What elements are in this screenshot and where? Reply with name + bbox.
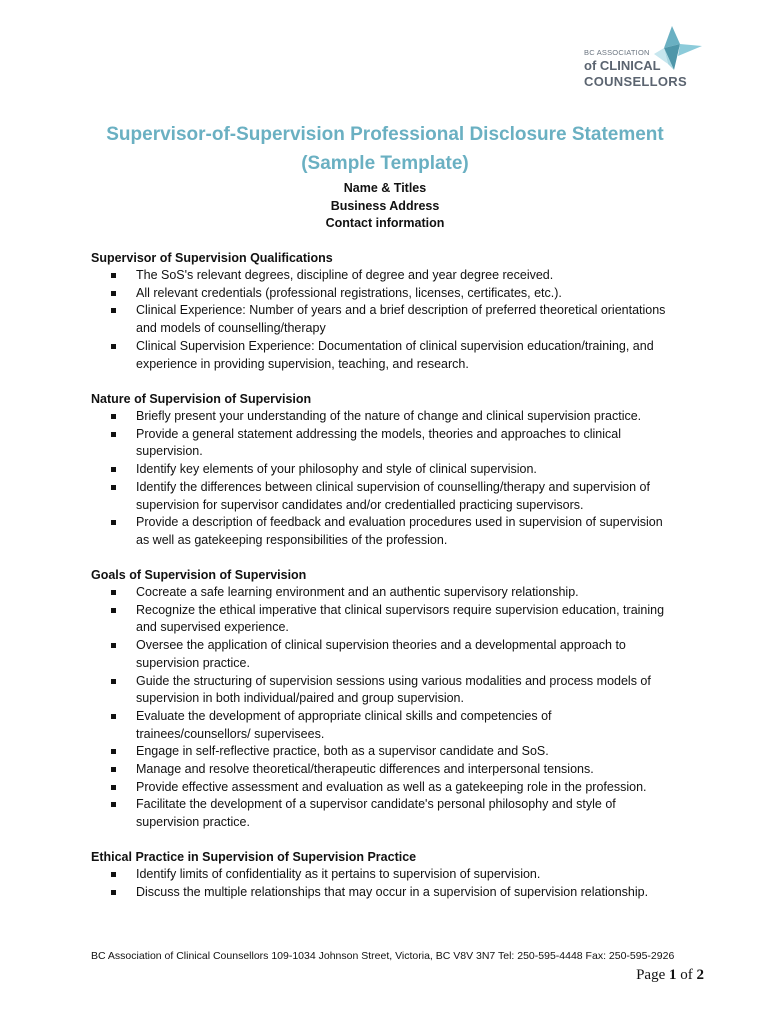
list-item-text: Evaluate the development of appropriate clinical skills and competencies of bbox=[136, 708, 552, 723]
page-total: 2 bbox=[696, 967, 704, 983]
page-prefix: Page bbox=[636, 967, 666, 983]
bullet-list bbox=[91, 408, 711, 550]
list-item-text: Cocreate a safe learning environment and an authentic supervisory relationship. bbox=[136, 585, 579, 599]
bullet-icon bbox=[111, 802, 116, 807]
bullet-icon bbox=[111, 520, 116, 525]
list-item-text: Discuss the multiple relationships that may occur in a supervision of supervision relationship. bbox=[136, 884, 649, 899]
list-item bbox=[91, 408, 711, 426]
list-item bbox=[91, 461, 711, 479]
list-item bbox=[91, 866, 711, 884]
list-item-text: trainees/counsellors/ supervisees. bbox=[136, 726, 325, 741]
list-item-text: Identify the differences between clinical supervision of counselling/therapy and supervision of bbox=[136, 479, 650, 494]
document-subtitle: (Sample Template) bbox=[301, 153, 469, 174]
list-item-text: Guide the structuring of supervision sessions using various modalities and process models of bbox=[136, 673, 651, 688]
section bbox=[91, 566, 711, 832]
page-of: of bbox=[680, 967, 693, 983]
list-item-text: Briefly present your understanding of the nature of change and clinical supervision practice. bbox=[136, 409, 642, 423]
list-item-text: Oversee the application of clinical supervision theories and a developmental approach to bbox=[136, 638, 626, 653]
list-item-text: supervision practice. bbox=[136, 815, 250, 830]
list-item-text: Provide effective assessment and evaluation as well as a gatekeeping role in the profession. bbox=[136, 779, 647, 794]
bullet-icon bbox=[111, 679, 116, 684]
logo-line-clinical: of CLINICAL bbox=[584, 58, 661, 73]
list-item-text: supervision. bbox=[136, 444, 203, 459]
bullet-icon bbox=[111, 643, 116, 648]
list-item-text: Facilitate the development of a supervisor candidate's personal philosophy and style of bbox=[136, 797, 616, 812]
list-item-text: Engage in self-reflective practice, both as a supervisor candidate and SoS. bbox=[136, 744, 549, 759]
bullet-icon bbox=[111, 714, 116, 719]
list-item-text: Provide a description of feedback and evaluation procedures used in supervision of supervision bbox=[136, 515, 663, 530]
bullet-icon bbox=[111, 467, 116, 472]
logo-line-counsellors: COUNSELLORS bbox=[584, 74, 687, 89]
list-item-text: All relevant credentials (professional registrations, licenses, certificates, etc.). bbox=[136, 285, 562, 300]
list-item bbox=[91, 426, 711, 461]
bullet-icon bbox=[111, 432, 116, 437]
list-item bbox=[91, 584, 711, 602]
section bbox=[91, 848, 711, 901]
bullet-list bbox=[91, 267, 711, 373]
bullet-icon bbox=[111, 485, 116, 490]
section-heading: Nature of Supervision of Supervision bbox=[91, 392, 312, 406]
bullet-list bbox=[91, 866, 711, 901]
bullet-icon bbox=[111, 872, 116, 877]
list-item bbox=[91, 637, 711, 672]
bullet-icon bbox=[111, 749, 116, 754]
list-item-text: Recognize the ethical imperative that clinical supervisors require supervision education, training bbox=[136, 602, 665, 617]
section-heading: Supervisor of Supervision Qualifications bbox=[91, 251, 333, 265]
contact-line: Name & Titles bbox=[343, 181, 427, 195]
list-item-text: Clinical Supervision Experience: Documentation of clinical supervision education/training, and bbox=[136, 338, 654, 353]
list-item bbox=[91, 338, 711, 373]
list-item-text: The SoS's relevant degrees, discipline of degree and year degree received. bbox=[136, 268, 554, 282]
list-item bbox=[91, 602, 711, 637]
list-item-text: Identify limits of confidentiality as it pertains to supervision of supervision. bbox=[136, 867, 541, 881]
list-item bbox=[91, 761, 711, 779]
list-item-text: Provide a general statement addressing the models, theories and approaches to clinical bbox=[136, 426, 622, 441]
bullet-icon bbox=[111, 308, 116, 313]
list-item bbox=[91, 743, 711, 761]
bullet-icon bbox=[111, 590, 116, 595]
list-item bbox=[91, 267, 711, 285]
bullet-icon bbox=[111, 608, 116, 613]
logo-line-association: BC ASSOCIATION bbox=[584, 48, 650, 57]
list-item-text: Identify key elements of your philosophy and style of clinical supervision. bbox=[136, 462, 537, 477]
list-item bbox=[91, 796, 711, 831]
footer-address: BC Association of Clinical Counsellors 109-1034 Johnson Street, Victoria, BC V8V 3N7 Tel: 250-595-4448 Fax: 250-595-2926 bbox=[91, 950, 675, 962]
bullet-icon bbox=[111, 414, 116, 419]
bullet-icon bbox=[111, 291, 116, 296]
list-item bbox=[91, 514, 711, 549]
page-number bbox=[636, 967, 704, 984]
list-item-text: supervision in both individual/paired and group supervision. bbox=[136, 691, 464, 706]
section-heading: Ethical Practice in Supervision of Supervision Practice bbox=[91, 850, 417, 864]
list-item-text: Manage and resolve theoretical/therapeutic differences and interpersonal tensions. bbox=[136, 762, 594, 777]
list-item-text: and supervised experience. bbox=[136, 620, 289, 635]
list-item bbox=[91, 779, 711, 797]
page-current: 1 bbox=[669, 967, 677, 983]
list-item-text: supervision practice. bbox=[136, 655, 250, 670]
list-item bbox=[91, 708, 711, 743]
bullet-icon bbox=[111, 344, 116, 349]
list-item-text: experience in providing supervision, teaching, and research. bbox=[136, 356, 469, 371]
section bbox=[91, 390, 711, 550]
bullet-list bbox=[91, 584, 711, 832]
bullet-icon bbox=[111, 767, 116, 772]
list-item bbox=[91, 673, 711, 708]
bullet-icon bbox=[111, 785, 116, 790]
section-heading: Goals of Supervision of Supervision bbox=[91, 568, 307, 582]
section bbox=[91, 249, 711, 373]
list-item-text: as well as gatekeeping responsibilities of the profession. bbox=[136, 532, 448, 547]
list-item bbox=[91, 884, 711, 902]
list-item bbox=[91, 479, 711, 514]
bcacc-logo bbox=[578, 26, 708, 96]
contact-line: Contact information bbox=[325, 216, 445, 230]
bullet-icon bbox=[111, 273, 116, 278]
list-item-text: and models of counselling/therapy bbox=[136, 321, 326, 336]
bullet-icon bbox=[111, 890, 116, 895]
list-item bbox=[91, 302, 711, 337]
list-item-text: supervision for supervisor candidates and/or credentialled practicing supervisors. bbox=[136, 497, 584, 512]
list-item bbox=[91, 285, 711, 303]
contact-line: Business Address bbox=[330, 199, 440, 213]
list-item-text: Clinical Experience: Number of years and a brief description of preferred theoretical orientations bbox=[136, 303, 666, 318]
document-title: Supervisor-of-Supervision Professional Disclosure Statement bbox=[106, 124, 664, 145]
